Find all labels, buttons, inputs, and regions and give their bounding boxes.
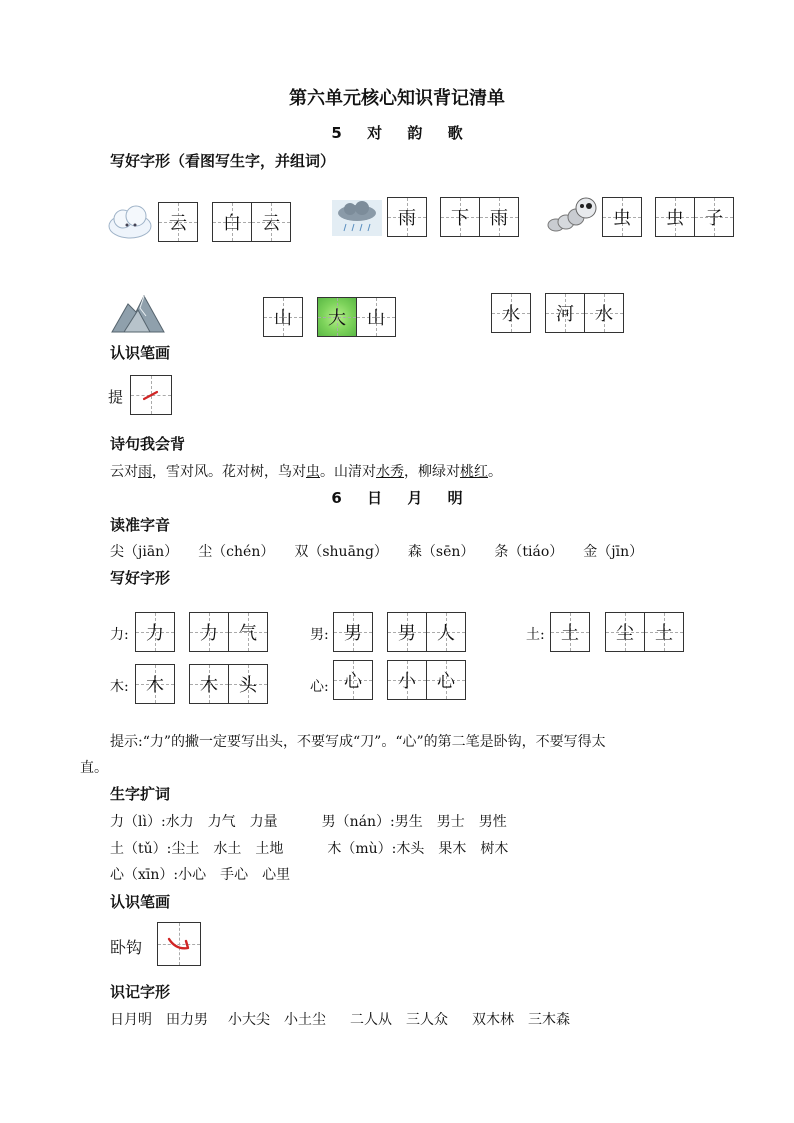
char-cell: 云: [158, 202, 198, 242]
char-cell: 白: [212, 202, 252, 242]
char-cell: 男: [387, 612, 427, 652]
char-cell: 子: [694, 197, 734, 237]
lesson-6-name-3: 明: [447, 489, 463, 507]
lesson-5-name-3: 歌: [447, 124, 463, 142]
stroke-box: [130, 375, 172, 415]
expand-heading: 生字扩词: [110, 785, 171, 803]
char-cell: 虫: [655, 197, 695, 237]
pronunciation-item: 尘（chén）: [198, 544, 275, 560]
char-cell: 头: [228, 664, 268, 704]
shape-heading: 识记字形: [110, 983, 171, 1001]
char-box-pair: [655, 197, 734, 237]
char-box-pair: [605, 612, 684, 652]
char-cell: 尘: [605, 612, 645, 652]
char-box-single: [491, 293, 531, 333]
pronunciation-item: 双（shuāng）: [294, 544, 388, 560]
pronunciation-list: [110, 541, 663, 561]
char-cell: 木: [189, 664, 229, 704]
lesson-6-read-heading: 读准字音: [110, 516, 171, 534]
char-cell: 云: [251, 202, 291, 242]
lesson-6-number: 6: [331, 489, 342, 507]
poem-heading: 诗句我会背: [110, 435, 186, 453]
stroke-box: [157, 922, 201, 966]
pronunciation-item: 森（sēn）: [407, 544, 475, 560]
char-cell: 木: [135, 664, 175, 704]
char-box-single: [158, 202, 198, 242]
pronunciation-item: 尖（jiān）: [110, 544, 179, 560]
row-label: 土:: [526, 627, 545, 643]
char-cell: 土: [644, 612, 684, 652]
char-box-pair: [212, 202, 291, 242]
char-cell: 河: [545, 293, 585, 333]
expand-line: 心（xīn）:小心 手心 心里: [110, 867, 291, 883]
row-label: 木:: [110, 679, 129, 695]
ti-stroke-icon: [141, 388, 161, 402]
char-cell: 男: [333, 612, 373, 652]
char-cell: 力: [189, 612, 229, 652]
char-box-pair: [545, 293, 624, 333]
lesson-5-strokes-heading: 认识笔画: [110, 344, 171, 362]
char-cell: 人: [426, 612, 466, 652]
row-label: 心:: [310, 679, 329, 695]
char-cell: 雨: [387, 197, 427, 237]
char-cell: 气: [228, 612, 268, 652]
char-box-pair: [189, 612, 268, 652]
char-box-pair: [189, 664, 268, 704]
char-box-single: [333, 660, 373, 700]
char-cell: 心: [333, 660, 373, 700]
pronunciation-item: 条（tiáo）: [494, 544, 564, 560]
char-box-single: [550, 612, 590, 652]
char-cell: 水: [584, 293, 624, 333]
char-cell: 雨: [479, 197, 519, 237]
char-box-single: [602, 197, 642, 237]
expand-line: 土（tǔ）:尘土 水土 土地 木（mù）:木头 果木 树木: [110, 841, 509, 857]
char-box-single: [135, 664, 175, 704]
char-box-single: [387, 197, 427, 237]
char-cell: 力: [135, 612, 175, 652]
expand-line: 力（lì）:水力 力气 力量 男（nán）:男生 男士 男性: [110, 814, 507, 830]
lesson-6-strokes-heading: 认识笔画: [110, 893, 171, 911]
cloud-icon: [106, 200, 154, 242]
wogou-stroke-icon: [166, 935, 192, 953]
lesson-5-title: [0, 122, 794, 143]
pronunciation-item: 金（jīn）: [583, 544, 644, 560]
char-box-single: [333, 612, 373, 652]
shape-list: 日月明 田力男 小大尖 小土尘 二人从 三人众 双木林 三木森: [110, 1012, 570, 1028]
char-box-pair: [387, 612, 466, 652]
lesson-5-name-2: 韵: [407, 124, 423, 142]
char-box-pair: [317, 297, 396, 337]
char-cell: 土: [550, 612, 590, 652]
char-box-pair: [387, 660, 466, 700]
char-cell-highlighted: 大: [317, 297, 357, 337]
stroke-name: 卧钩: [110, 938, 143, 957]
lesson-5-name-1: 对: [367, 124, 383, 142]
tip-line-2: 直。: [80, 760, 108, 776]
rain-icon: [332, 200, 382, 236]
page-title: 第六单元核心知识背记清单: [289, 88, 505, 109]
char-cell: 小: [387, 660, 427, 700]
lesson-6-name-1: 日: [367, 489, 383, 507]
stroke-name: 提: [108, 388, 124, 406]
row-label: 力:: [110, 627, 129, 643]
char-cell: 水: [491, 293, 531, 333]
lesson-6-title: [0, 487, 794, 508]
char-cell: 下: [440, 197, 480, 237]
char-cell: 山: [263, 297, 303, 337]
char-cell: 虫: [602, 197, 642, 237]
lesson-6-write-heading: 写好字形: [110, 569, 171, 587]
char-cell: 山: [356, 297, 396, 337]
worm-icon: [546, 195, 598, 235]
mountain-icon: [110, 292, 166, 334]
char-cell: 心: [426, 660, 466, 700]
lesson-6-name-2: 月: [407, 489, 423, 507]
char-box-single: [263, 297, 303, 337]
row-label: 男:: [310, 627, 329, 643]
poem-line: 云对雨，雪对风。花对树，鸟对虫。山清对水秀，柳绿对桃红。: [110, 464, 502, 480]
char-box-single: [135, 612, 175, 652]
char-box-pair: [440, 197, 519, 237]
lesson-5-write-heading: 写好字形（看图写生字，并组词）: [110, 152, 336, 170]
tip-line-1: 提示:“力”的撇一定要写出头，不要写成“刀”。“心”的第二笔是卧钩，不要写得太: [110, 734, 606, 750]
lesson-5-number: 5: [331, 124, 342, 142]
